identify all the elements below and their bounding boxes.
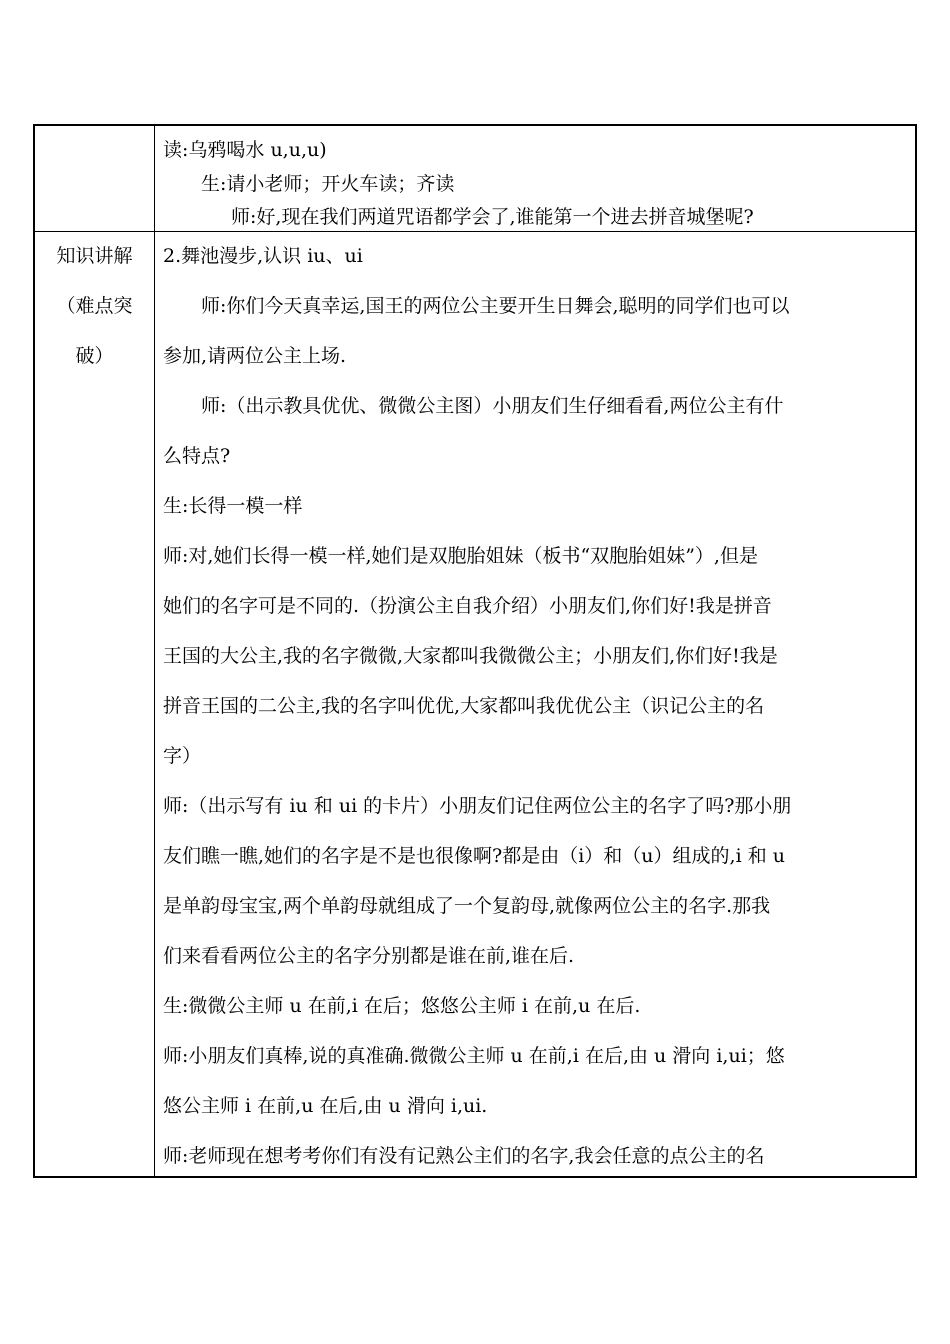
content-line: 们来看看两位公主的名字分别都是谁在前,谁在后.: [163, 945, 575, 967]
row-divider: [35, 231, 915, 232]
content-line: 字）: [163, 745, 202, 767]
row-label-line-3: 破）: [75, 345, 114, 367]
content-line: 师:（出示教具优优、微微公主图）小朋友们生仔细看看,两位公主有什: [201, 395, 784, 417]
content-line: 她们的名字可是不同的.（扮演公主自我介绍）小朋友们,你们好!我是拼音: [163, 595, 772, 617]
content-line: 是单韵母宝宝,两个单韵母就组成了一个复韵母,就像两位公主的名字.那我: [163, 895, 771, 917]
content-line: 师:老师现在想考考你们有没有记熟公主们的名字,我会任意的点公主的名: [163, 1145, 765, 1167]
content-line: 师:对,她们长得一模一样,她们是双胞胎姐妹（板书“双胞胎姐妹”）,但是: [163, 545, 758, 567]
row1-line-1: 读:乌鸦喝水 u,u,u): [163, 139, 327, 161]
content-line: 王国的大公主,我的名字微微,大家都叫我微微公主；小朋友们,你们好!我是: [163, 645, 778, 667]
row-label-line-2: （难点突: [56, 295, 133, 317]
content-line: 生:长得一模一样: [163, 495, 303, 517]
content-line: 师:（出示写有 iu 和 ui 的卡片）小朋友们记住两位公主的名字了吗?那小朋: [163, 795, 792, 817]
section-heading: 2.舞池漫步,认识 iu、ui: [163, 245, 363, 267]
content-line: 友们瞧一瞧,她们的名字是不是也很像啊?都是由（i）和（u）组成的,i 和 u: [163, 845, 785, 867]
content-line: 师:你们今天真幸运,国王的两位公主要开生日舞会,聪明的同学们也可以: [201, 295, 790, 317]
row-label-line-1: 知识讲解: [56, 245, 133, 267]
row1-line-3: 师:好,现在我们两道咒语都学会了,谁能第一个进去拼音城堡呢?: [231, 206, 754, 228]
content-line: 悠公主师 i 在前,u 在后,由 u 滑向 i,ui.: [163, 1095, 488, 1117]
content-line: 师:小朋友们真棒,说的真准确.微微公主师 u 在前,i 在后,由 u 滑向 i,ui；悠: [163, 1045, 785, 1067]
lesson-table: [33, 124, 917, 1178]
content-line: 参加,请两位公主上场.: [163, 345, 347, 367]
content-line: 拼音王国的二公主,我的名字叫优优,大家都叫我优优公主（识记公主的名: [163, 695, 765, 717]
content-line: 生:微微公主师 u 在前,i 在后；悠悠公主师 i 在前,u 在后.: [163, 995, 641, 1017]
column-divider: [154, 126, 155, 1176]
row1-line-2: 生:请小老师；开火车读；齐读: [201, 173, 455, 195]
content-line: 么特点?: [163, 445, 231, 467]
